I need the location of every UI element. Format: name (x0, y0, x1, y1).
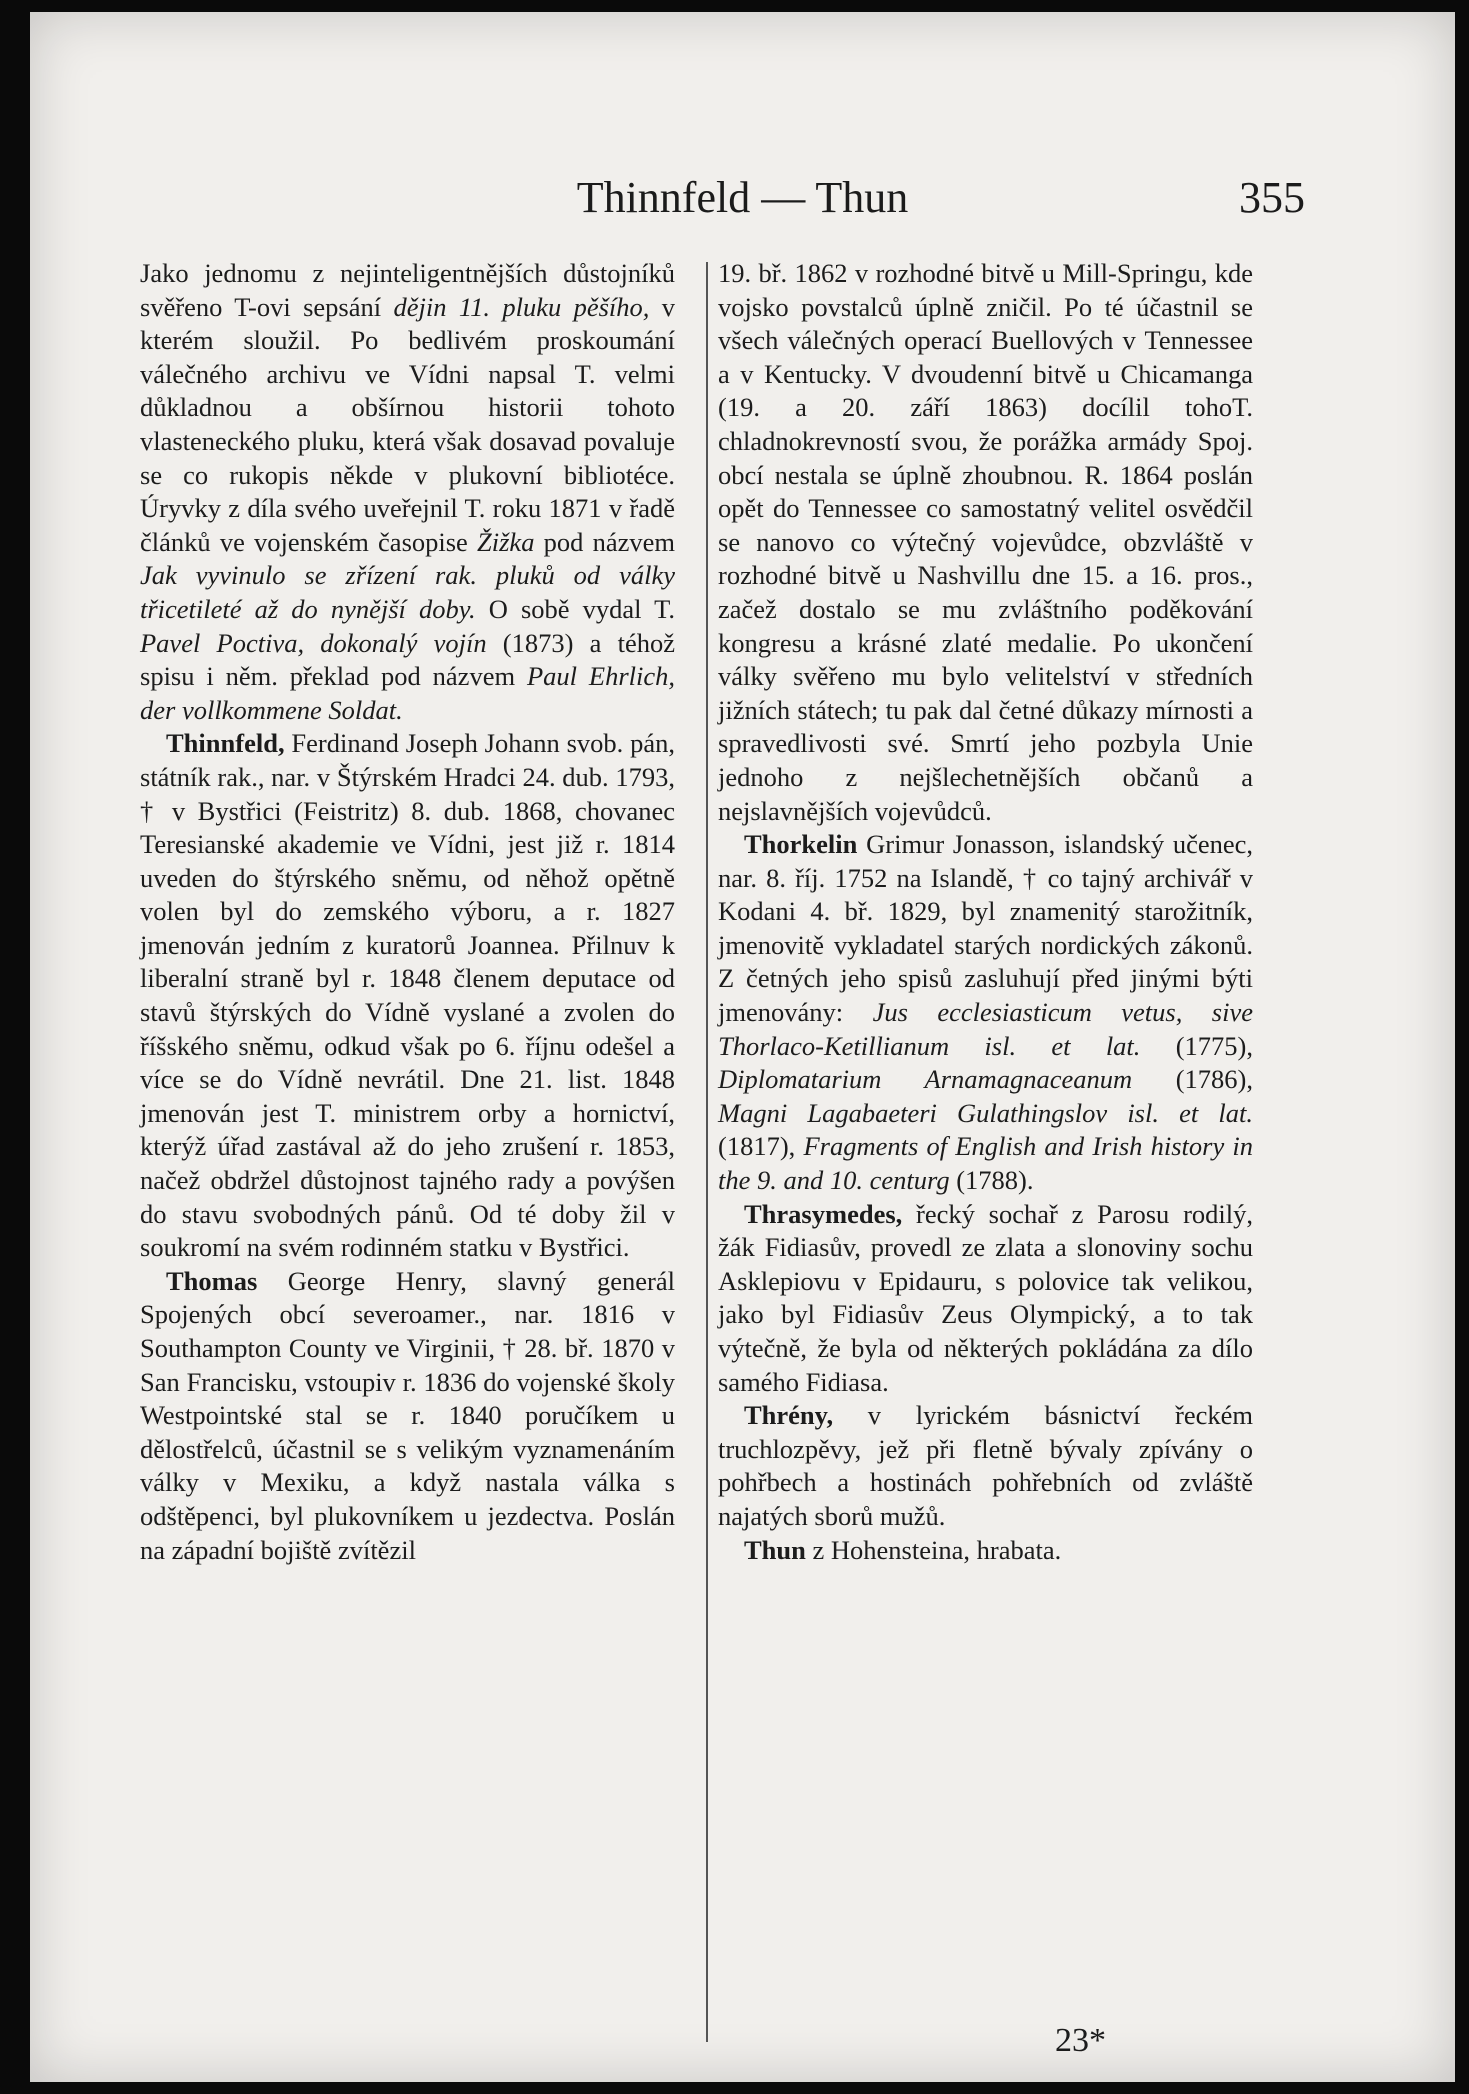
entry-thorkelin (718, 828, 1253, 1198)
page-number: 355 (1239, 173, 1305, 222)
entry-text: Grimur Jonasson, islandský učenec, nar. 8. říj. 1752 na Islandě, † co tajný archivář v Kodani 4. bř. 1829, byl znamenitý starožitník, jmenovitě vykladatel starých nordických zákonů. Z četných jeho spisů zasluhují před jinými býti jmenovány: (718, 829, 1253, 1028)
entry-paragraph (140, 257, 675, 727)
entry-italic-text: Diplomatarium Arnamagnaceanum (718, 1064, 1133, 1095)
entry-text: Jako jednomu z nejinteligentnějších důstojníků svěřeno T-ovi sepsání (140, 258, 675, 322)
entry-thomas (140, 1265, 675, 1567)
entry-text: (1775), (1140, 1030, 1253, 1061)
running-head: Thinnfeld — Thun (576, 173, 909, 222)
entry-italic-text: Jus ecclesiasticum vetus, sive Thorlaco-Ketillianum isl. et lat. (718, 997, 1253, 1061)
entry-text: v kterém sloužil. Po bedlivém proskoumání válečného archivu ve Vídni napsal T. velmi důkladnou a obšírnou historii tohoto vlasteneckého pluku, která však dosavad povaluje se co rukopis někde v plukovní bibliotéce. Úryvky z díla svého uveřejnil T. roku 1871 v řadě článků ve vojenském časopise (140, 291, 675, 557)
entry-italic-text: Fragments of English and Irish history in the 9. and 10. centurg (718, 1131, 1254, 1196)
entry-text: (1817), (718, 1131, 804, 1162)
entry-text: v lyrickém básnictví řeckém truchlozpěvy, jež při fletně bývaly zpívány o pohřbech a hostinách pohřebních od zvláště najatých sborů mužů. (718, 1400, 1253, 1531)
entry-text: z Hohensteina, hrabata. (805, 1534, 1062, 1565)
entry-italic-text: Paul Ehrlich, der vollkommene Soldat. (140, 661, 675, 725)
entry-text: O sobě vydal T. (475, 593, 675, 624)
entry-text: (1786), (1132, 1064, 1253, 1095)
left-column (140, 257, 675, 1567)
entry-italic-text: Jak vyvinulo se zřízení rak. pluků od války třicetileté až do nynější doby. (140, 560, 675, 624)
entry-threny (718, 1399, 1253, 1533)
right-column (718, 257, 1253, 1567)
entry-thun (718, 1534, 1253, 1568)
entry-italic-text: Magni Lagabaeteri Gulathingslov isl. et lat. (718, 1097, 1253, 1128)
book-page (30, 12, 1455, 2082)
column-divider (706, 262, 708, 2042)
entry-headword: Thrasymedes, (744, 1198, 903, 1229)
entry-headword: Thomas (166, 1265, 258, 1296)
entry-thinnfeld (140, 727, 675, 1265)
entry-paragraph (718, 257, 1253, 828)
entry-text: (1788). (949, 1165, 1034, 1196)
signature-mark: 23* (1055, 2022, 1106, 2059)
entry-text: Ferdinand Joseph Johann svob. pán, státník rak., nar. v Štýrském Hradci 24. dub. 1793, † v Bystřici (Feistritz) 8. dub. 1868, chovanec Teresianské akademie ve Vídni, jest již r. 1814 uveden do štýrského sněmu, od něhož opětně volen byl do zemského výboru, a r. 1827 jmenován jedním z kuratorů Joannea. Přilnuv k liberalní straně byl r. 1848 členem deputace od stavů štýrských do Vídně vyslané a zvolen do říšského sněmu, odkud však po 6. říjnu odešel a více se do Vídně nevrátil. Dne 21. list. 1848 jmenován jest T. ministrem orby a hornictví, kterýž úřad zastával až do jeho zrušení r. 1853, načež obdržel důstojnost tajného rady a povýšen do stavu svobodných pánů. Od té doby žil v soukromí na svém rodinném statku v Bystřici. (140, 728, 675, 1263)
entry-headword: Thrény, (744, 1400, 834, 1431)
entry-headword: Thorkelin (744, 829, 858, 860)
entry-text: 19. bř. 1862 v rozhodné bitvě u Mill-Springu, kde vojsko povstalců úplně zničil. Po té účastnil se všech válečných operací Buellových v Tennessee a v Kentucky. V dvoudenní bitvě u Chicamanga (19. a 20. září 1863) docílil tohoT. chladnokrevností svou, že porážka armády Spoj. obcí nestala se úplně zhoubnou. R. 1864 poslán opět do Tennessee co samostatný velitel osvědčil se nanovo co výtečný vojevůdce, obzvláště v rozhodné bitvě u Nashvillu dne 15. a 16. pros., začež dostalo se mu zvláštního poděkování kongresu a krásné zlaté medalie. Po ukončení války svěřeno mu bylo velitelství v středních jižních státech; tu pak dal četné důkazy mírnosti a spravedlivosti své. Smrtí jeho pozbyla Unie jednoho z nejšlechetnějších občanů a nejslavnějších vojevůdců. (718, 258, 1253, 826)
entry-italic-text: dějin 11. pluku pěšího, (393, 291, 650, 322)
entry-italic-text: Pavel Poctiva, dokonalý vojín (140, 627, 487, 658)
entry-headword: Thun (744, 1534, 806, 1565)
entry-text: pod názvem (534, 526, 675, 557)
entry-text: řecký sochař z Parosu rodilý, žák Fidiasův, provedl ze zlata a slonoviny sochu Asklepiovu v Epidauru, s polovice tak velikou, jako byl Fidiasův Zeus Olympický, a to tak výtečně, že byla od některých pokládána za dílo samého Fidiasa. (718, 1198, 1253, 1397)
entry-italic-text: Žižka (477, 526, 535, 557)
entry-text: George Henry, slavný generál Spojených obcí severoamer., nar. 1816 v Southampton County ve Virginii, † 28. bř. 1870 v San Francisku, vstoupiv r. 1836 do vojenské školy Westpointské stal se r. 1840 poručíkem u dělostřelců, účastnil se s velikým vyznamenáním války v Mexiku, a když nastala válka s odštěpenci, byl plukovníkem u jezdectva. Poslán na západní bojiště zvítězil (140, 1265, 675, 1565)
entry-thrasymedes (718, 1198, 1253, 1400)
entry-text: (1873) a téhož spisu i něm. překlad pod názvem (140, 627, 675, 692)
page-header (30, 162, 1455, 232)
entry-headword: Thinnfeld, (166, 728, 285, 759)
